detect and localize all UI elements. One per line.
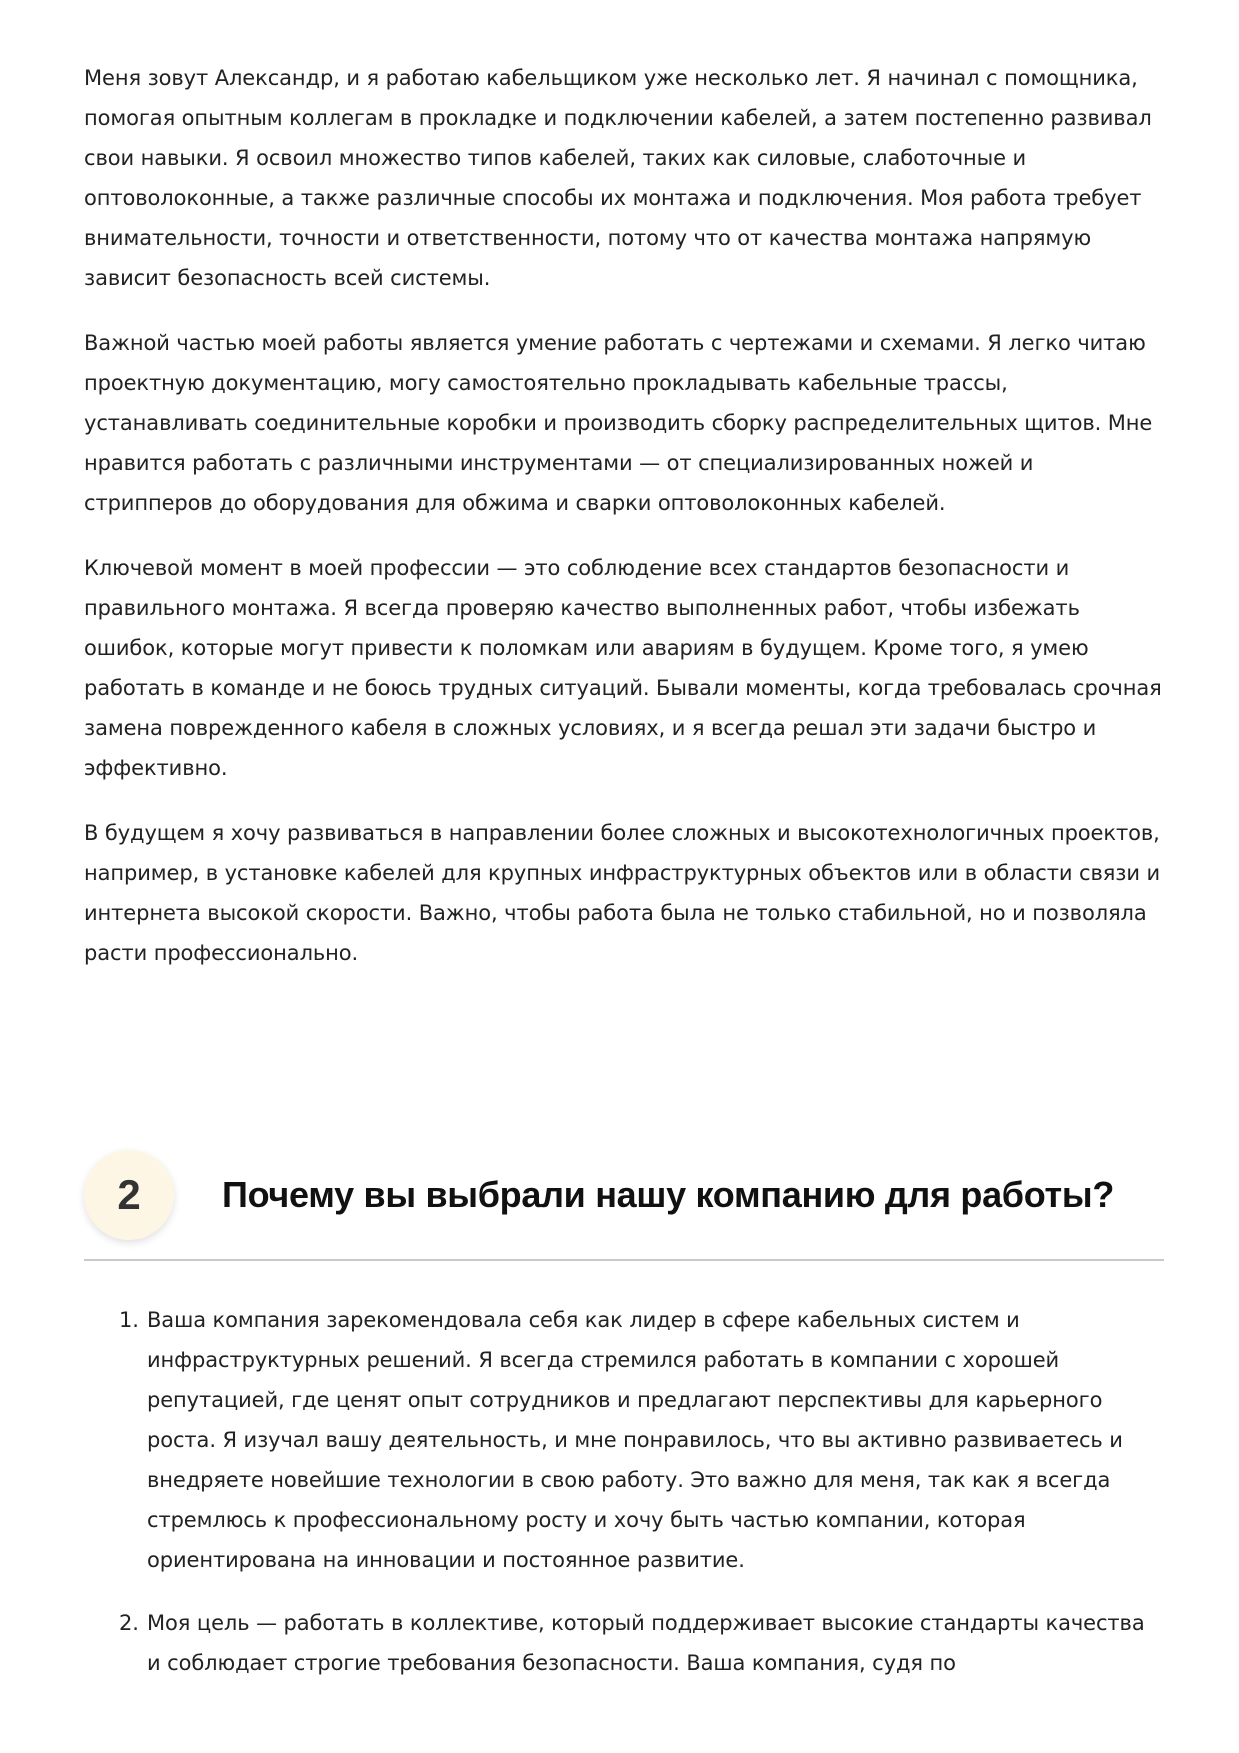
intro-text xyxy=(84,58,1164,998)
section-header xyxy=(84,1150,1164,1250)
intro-paragraph-2: Важной частью моей работы является умение работать с чертежами и схемами. Я легко читаю проектную документацию, могу самостоятельно прокладывать кабельные трассы, устанавливать соединительные коробки и производить сборку распределительных щитов. Мне нравится работать с различными инструментами — от специализированных ножей и стрипперов до оборудования для обжима и сварки оптоволоконных кабелей. xyxy=(84,331,1153,515)
intro-paragraph-1: Меня зовут Александр, и я работаю кабельщиком уже несколько лет. Я начинал с помощника, помогая опытным коллегам в прокладке и подключении кабелей, а затем постепенно развивал свои навыки. Я освоил множество типов кабелей, таких как силовые, слаботочные и оптоволоконные, а также различные способы их монтажа и подключения. Моя работа требует внимательности, точности и ответственности, потому что от качества монтажа напрямую зависит безопасность всей системы. xyxy=(84,66,1152,290)
answer-item xyxy=(84,1300,1164,1580)
answer-marker: 2. xyxy=(119,1611,139,1635)
answer-item xyxy=(84,1603,1164,1683)
answer-text: Ваша компания зарекомендовала себя как лидер в сфере кабельных систем и инфраструктурных решений. Я всегда стремился работать в компании с хорошей репутацией, где ценят опыт сотрудников и предлагают перспективы для карьерного роста. Я изучал вашу деятельность, и мне понравилось, что вы активно развиваетесь и внедряете новейшие технологии в свою работу. Это важно для меня, так как я всегда стремлюсь к профессиональному росту и хочу быть частью компании, которая ориентирована на инновации и постоянное развитие. xyxy=(147,1308,1123,1572)
section-divider xyxy=(84,1259,1164,1261)
answer-text: Моя цель — работать в коллективе, который поддерживает высокие стандарты качества и соблюдает строгие требования безопасности. Ваша компания, судя по xyxy=(147,1611,1145,1675)
intro-paragraph-3: Ключевой момент в моей профессии — это соблюдение всех стандартов безопасности и правильного монтажа. Я всегда проверяю качество выполненных работ, чтобы избежать ошибок, которые могут привести к поломкам или авариям в будущем. Кроме того, я умею работать в команде и не боюсь трудных ситуаций. Бывали моменты, когда требовалась срочная замена поврежденного кабеля в сложных условиях, и я всегда решал эти задачи быстро и эффективно. xyxy=(84,556,1162,780)
answer-marker: 1. xyxy=(119,1308,139,1332)
intro-paragraph-4: В будущем я хочу развиваться в направлении более сложных и высокотехнологичных проектов, например, в установке кабелей для крупных инфраструктурных объектов или в области связи и интернета высокой скорости. Важно, чтобы работа была не только стабильной, но и позволяла расти профессионально. xyxy=(84,821,1160,965)
section-title: Почему вы выбрали нашу компанию для работы? xyxy=(222,1174,1115,1215)
question-section xyxy=(84,1150,1164,1675)
section-number-badge: 2 xyxy=(84,1150,174,1240)
answer-list xyxy=(84,1300,1164,1706)
